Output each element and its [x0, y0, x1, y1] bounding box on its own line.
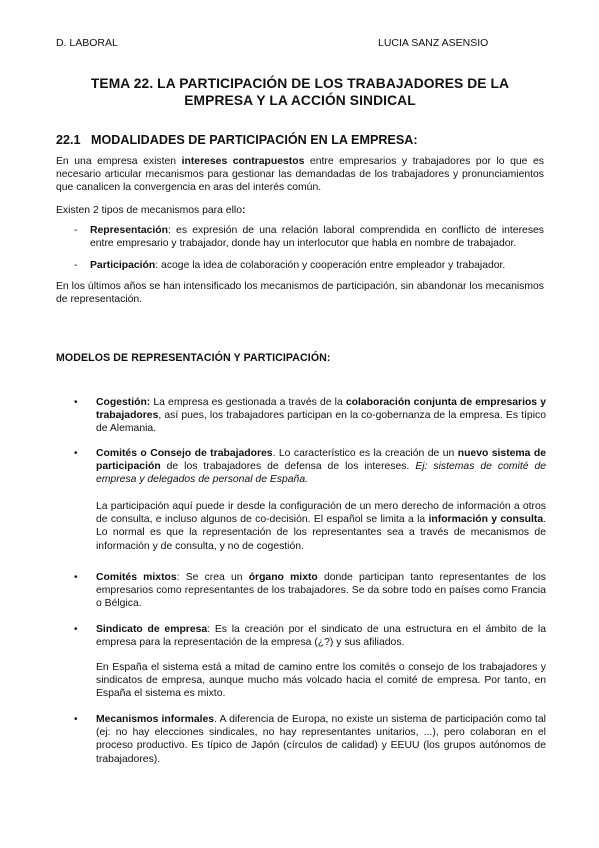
intro-p1-text-a: En una empresa existen: [56, 156, 182, 167]
bullet-mecanismos-informales: [74, 713, 546, 766]
b3-bold-c: órgano mixto: [248, 572, 318, 583]
header-right: LUCIA SANZ ASENSIO: [378, 37, 489, 49]
header-left: D. LABORAL: [56, 37, 118, 49]
dash-item-1-text: : es expresión de una relación laboral comprendida en conflicto de intereses entre empresario y trabajador, donde hay un interlocutor que habla en nombre de trabajador.: [90, 225, 544, 250]
b4-text-b: : Es la creación por el sindicato de una estructura en el ámbito de la empresa para la representación de la empresa (¿?) y sus afiliados.: [96, 624, 546, 649]
b2-text-d: de los trabajadores de defensa de los intereses.: [160, 461, 416, 473]
bullet-sindicato-empresa: [74, 623, 546, 649]
section-heading: 22.1 MODALIDADES DE PARTICIPACIÓN EN LA EMPRESA:: [56, 133, 418, 147]
dash-item-2-bold: Participación: [90, 260, 156, 271]
dash-item-participacion: [74, 259, 544, 272]
b5-text-b: . A diferencia de Europa, no existe un sistema de participación como tal (ej: no hay elecciones sindicales, no hay representantes unitarios, ...), pero colaboran en el proceso productivo. Es típico de Japón (círculos de calidad) y EEUU (los grupos autónomos de trabajadores).: [96, 714, 546, 765]
b2-sub-paragraph: [96, 500, 546, 553]
models-heading: MODELOS DE REPRESENTACIÓN Y PARTICIPACIÓN:: [56, 352, 331, 364]
dash-item-2-text: : acoge la idea de colaboración y cooperación entre empleador y trabajador.: [155, 260, 506, 271]
bullet-comites-mixtos: [74, 571, 546, 611]
b4-bold-a: Sindicato de empresa: [96, 624, 208, 635]
b4-sub-paragraph: En España el sistema está a mitad de camino entre los comités o consejo de los trabajadores y sindicatos de empresa, aunque mucho más volcado hacia el comité de empresa. Por tanto, en España el sistema es mixto.: [96, 662, 546, 700]
b2-sub-bold: información y consulta: [428, 514, 544, 526]
intro-paragraph-3: En los últimos años se han intensificado los mecanismos de participación, sin abandonar los mecanismos de representación.: [56, 281, 544, 306]
bullet-cogestion: [74, 396, 546, 436]
b3-text-b: : Se crea un: [176, 572, 249, 583]
b5-bold-a: Mecanismos informales: [96, 714, 215, 725]
b2-sub-text-c: . Lo normal es que la representación de los representantes sea a través de mecanismos de información y de consulta, y no de cogestión.: [96, 514, 546, 552]
b2-bold-a: Comités o Consejo de trabajadores: [96, 448, 273, 459]
b2-bold-c: nuevo sistema de participación: [96, 448, 547, 473]
intro-paragraph-1: [56, 155, 544, 195]
title-line-2: EMPRESA Y LA ACCIÓN SINDICAL: [184, 93, 416, 108]
bullet-marker: •: [74, 572, 78, 583]
b2-text-b: . Lo característico es la creación de un: [272, 448, 458, 459]
dash-item-1-bold: Representación: [90, 225, 168, 236]
b3-bold-a: Comités mixtos: [96, 572, 177, 583]
b1-text-b: La empresa es gestionada a través de la: [150, 397, 346, 408]
b2-italic-e: Ej: sistemas de comité de empresa y delegados de personal de España.: [96, 461, 546, 486]
intro-paragraph-2: [56, 204, 544, 217]
intro-p2-colon: :: [241, 205, 246, 216]
dash-marker: -: [74, 260, 78, 271]
intro-p1-text-c: entre empresarios y trabajadores por lo que es necesario articular mecanismos para gestionar las demandadas de los trabajadores y pronunciamientos que canalicen la convergencia en aras del interés común.: [56, 156, 544, 194]
bullet-marker: •: [74, 397, 78, 408]
page-title: [60, 75, 540, 109]
b1-bold-c: colaboración conjunta de empresarios y trabajadores: [96, 397, 546, 422]
b3-text-d: donde participan tanto representantes de los empresarios como representantes de los trabajadores. Se da sobre todo en países como Francia o Bélgica.: [96, 572, 546, 610]
bullet-marker: •: [74, 624, 78, 635]
dash-item-representacion: [74, 224, 544, 250]
b2-sub-text-a: La participación aquí puede ir desde la configuración de un mero derecho de información a otros de consulta, e incluso algunos de co-decisión. El español se limita a la: [96, 501, 546, 526]
title-line-1: TEMA 22. LA PARTICIPACIÓN DE LOS TRABAJADORES DE LA: [90, 76, 510, 91]
bullet-comites-consejo: [74, 447, 546, 487]
b1-bold-a: Cogestión:: [96, 397, 151, 408]
dash-marker: -: [74, 225, 78, 236]
b1-text-d: , así pues, los trabajadores participan en la co-gobernanza de la empresa. Es típico de Alemania.: [96, 410, 546, 435]
bullet-marker: •: [74, 448, 78, 459]
intro-p2-text: Existen 2 tipos de mecanismos para ello: [56, 205, 242, 216]
intro-p1-bold: intereses contrapuestos: [181, 156, 305, 167]
bullet-marker: •: [74, 714, 78, 725]
